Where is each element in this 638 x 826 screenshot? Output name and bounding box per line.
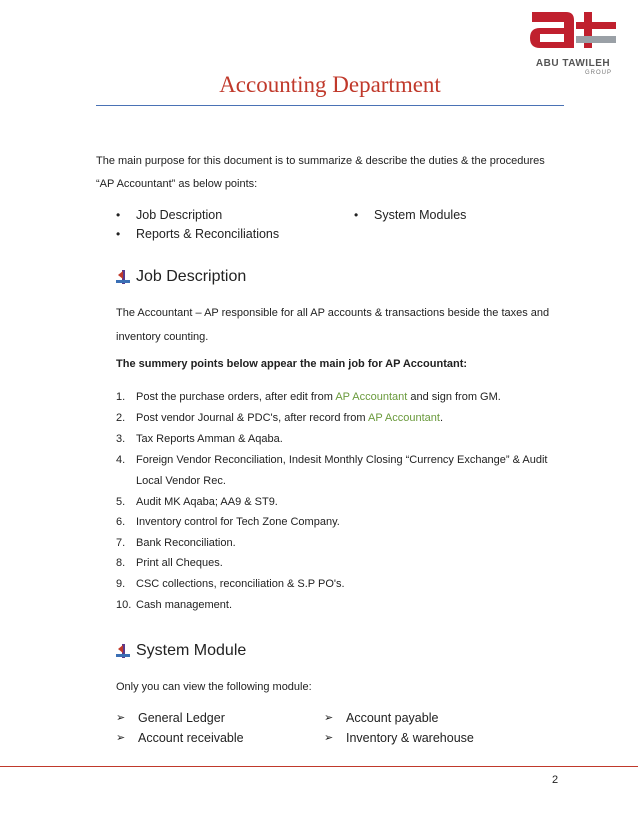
job-desc-para-line-2: inventory counting. (116, 331, 209, 343)
page-title: Accounting Department (219, 72, 441, 97)
bullet-icon: • (116, 208, 121, 222)
arrow-bullet-icon: ➢ (324, 732, 334, 744)
company-logo (526, 8, 620, 80)
intro-line-2: “AP Accountant” as below points: (96, 178, 258, 190)
logo-mark-icon (526, 8, 620, 58)
bullet-icon: • (354, 208, 359, 222)
ap-accountant-highlight: AP Accountant (335, 391, 408, 403)
section-arrow-icon (116, 644, 130, 658)
top-bullet-text: Job Description (136, 208, 223, 222)
title-divider (96, 105, 564, 106)
logo-brand-text: ABU TAWILEH (535, 58, 611, 69)
top-bullet-text: Reports & Reconciliations (136, 227, 280, 241)
footer-divider (0, 766, 638, 767)
page-number: 2 (552, 774, 559, 786)
job-desc-para-line-1: The Accountant – AP responsible for all AP accounts & transactions beside the taxes and (116, 307, 550, 319)
top-bullet-text: System Modules (374, 208, 467, 222)
arrow-bullet-icon: ➢ (116, 712, 126, 724)
logo-sub-text: GROUP (584, 70, 612, 76)
ap-accountant-highlight: AP Accountant (367, 412, 440, 424)
system-module-intro: Only you can view the following module: (116, 681, 312, 693)
arrow-bullet-icon: ➢ (116, 732, 126, 744)
job-summary-line: The summery points below appear the main job for AP Accountant: (116, 358, 468, 370)
bullet-icon: • (116, 227, 121, 241)
intro-line-1: The main purpose for this document is to summarize & describe the duties & the procedures (96, 155, 545, 167)
section-arrow-icon (116, 270, 130, 284)
arrow-bullet-icon: ➢ (324, 712, 334, 724)
